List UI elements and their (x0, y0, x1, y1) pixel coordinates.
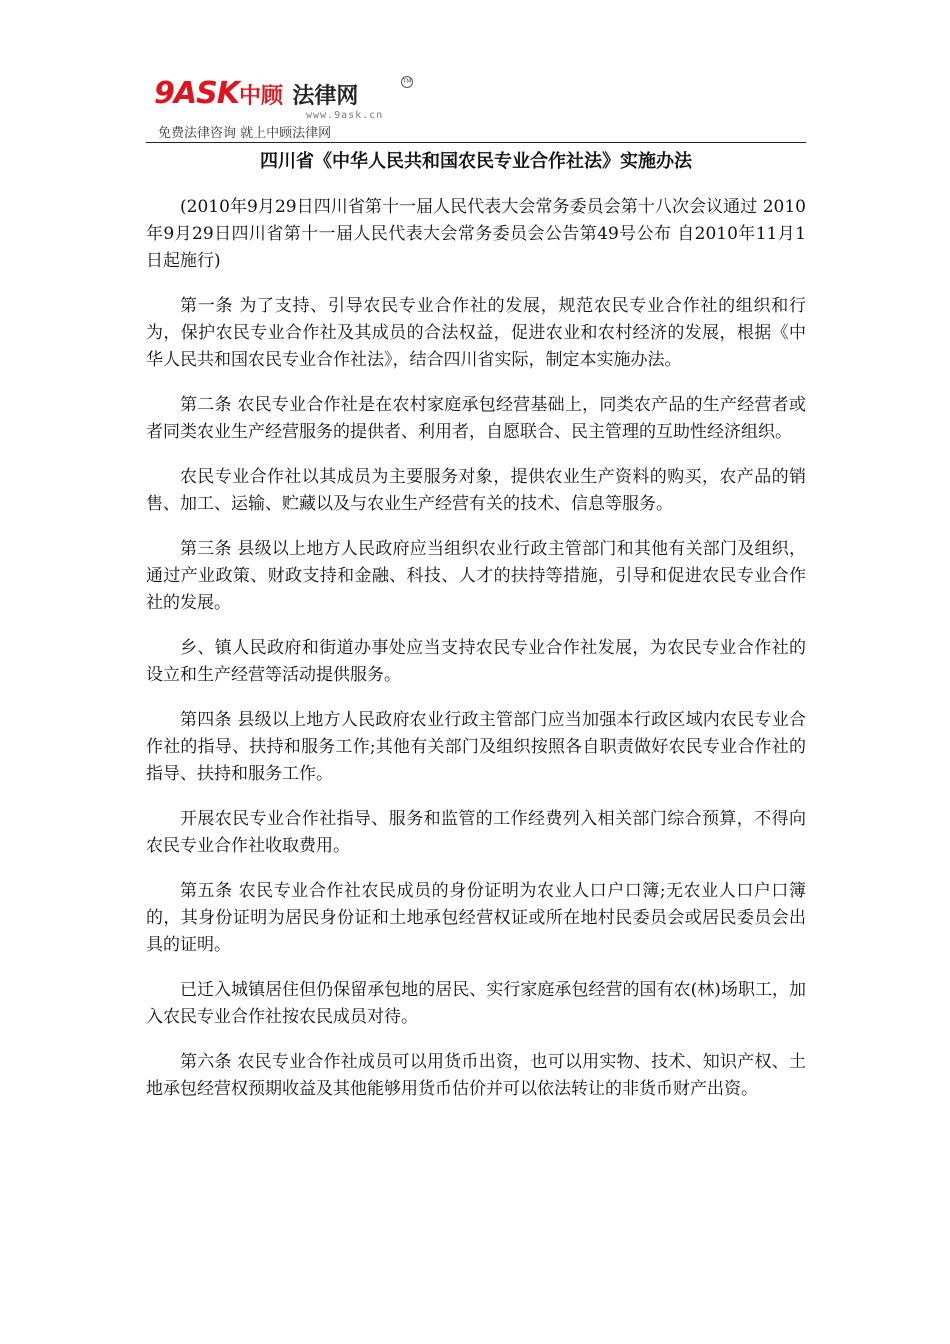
article-5-paragraph-2: 已迁入城镇居住但仍保留承包地的居民、实行家庭承包经营的国有农(林)场职工，加入农民专业合作社按农民成员对待。 (146, 980, 806, 1027)
logo-url: www.9ask.cn (306, 110, 384, 121)
document-title: 四川省《中华人民共和国农民专业合作社法》实施办法 (260, 151, 692, 172)
article-6-paragraph: 第六条 农民专业合作社成员可以用货币出资，也可以用实物、技术、知识产权、土地承包经营权预期收益及其他能够用货币估价并可以依法转让的非货币财产出资。 (146, 1052, 806, 1099)
article-2-paragraph-2: 农民专业合作社以其成员为主要服务对象，提供农业生产资料的购买，农产品的销售、加工、运输、贮藏以及与农业生产经营有关的技术、信息等服务。 (146, 467, 806, 514)
trademark-icon: TM (401, 76, 413, 88)
article-2-paragraph: 第二条 农民专业合作社是在农村家庭承包经营基础上，同类农产品的生产经营者或者同类农业生产经营服务的提供者、利用者，自愿联合、民主管理的互助性经济组织。 (146, 395, 806, 442)
site-header (146, 74, 806, 144)
article-3-paragraph-2: 乡、镇人民政府和街道办事处应当支持农民专业合作社发展，为农民专业合作社的设立和生产经营等活动提供服务。 (146, 638, 806, 685)
site-logo[interactable] (154, 78, 358, 113)
article-4-paragraph: 第四条 县级以上地方人民政府农业行政主管部门应当加强本行政区域内农民专业合作社的指导、扶持和服务工作;其他有关部门及组织按照各自职责做好农民专业合作社的指导、扶持和服务工作。 (146, 710, 806, 784)
article-1-paragraph: 第一条 为了支持、引导农民专业合作社的发展，规范农民专业合作社的组织和行为，保护农民专业合作社及其成员的合法权益，促进农业和农村经济的发展，根据《中华人民共和国农民专业合作社法》，结合四川省实际，制定本实施办法。 (146, 296, 806, 370)
article-4-paragraph-2: 开展农民专业合作社指导、服务和监管的工作经费列入相关部门综合预算，不得向农民专业合作社收取费用。 (146, 809, 806, 856)
logo-cn-red: 中顾 (238, 84, 283, 109)
logo-cn-dark: 法律网 (292, 84, 359, 109)
document-body (146, 148, 806, 1121)
article-5-paragraph: 第五条 农民专业合作社农民成员的身份证明为农业人口户口簿;无农业人口户口簿的，其身份证明为居民身份证和土地承包经营权证或所在地村民委员会或居民委员会出具的证明。 (146, 881, 806, 955)
logo-slogan: 免费法律咨询 就上中顾法律网 (158, 126, 332, 141)
logo-brand: 9ASK (154, 76, 239, 111)
preamble-paragraph: (2010年9月29日四川省第十一届人民代表大会常务委员会第十八次会议通过 2010年9月29日四川省第十一届人民代表大会常务委员会公告第49号公布 自2010年11月1日起施行) (146, 197, 806, 271)
header-divider (146, 142, 806, 143)
article-3-paragraph: 第三条 县级以上地方人民政府应当组织农业行政主管部门和其他有关部门及组织，通过产业政策、财政支持和金融、科技、人才的扶持等措施，引导和促进农民专业合作社的发展。 (146, 539, 806, 613)
